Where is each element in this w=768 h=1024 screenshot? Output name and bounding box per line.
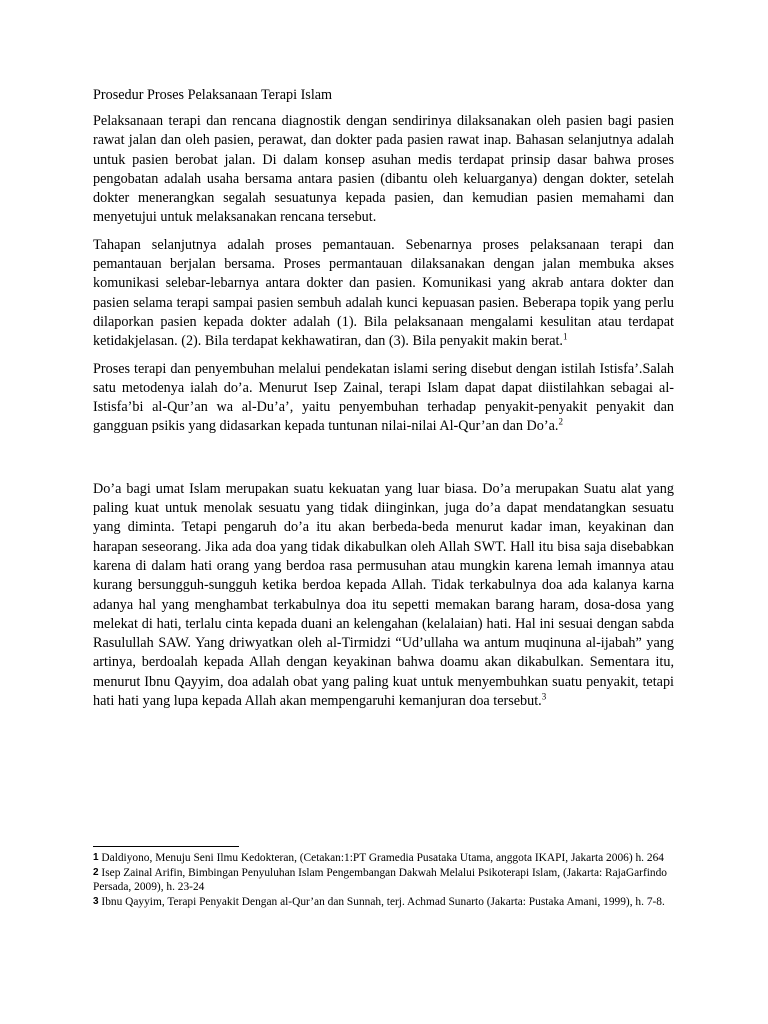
footnote-3 [93, 895, 674, 909]
paragraph-text: Do’a bagi umat Islam merupakan suatu kekuatan yang luar biasa. Do’a merupakan Suatu alat yang paling kuat untuk menolak sesuatu yang tidak diinginkan, juga do’a dapat mendatangkan sesuatu yang diminta. Tetapi pengaruh do’a itu akan berbeda-beda menurut kadar iman, keyakinan dan harapan seseorang. Jika ada doa yang tidak dikabulkan oleh Allah SWT. Hall itu bisa saja disebabkan karena di dalam hati orang yang berdoa rasa permusuhan atau mungkin karena lemah imannya atau kurang bersungguh-sungguh ketika berdoa kepada Allah. Tidak terkabulnya doa ada kalanya karna adanya hal yang menghambat terkabulnya doa itu sepetti memakan barang haram, dosa-dosa yang melekat di hati, terlalu cinta kepada duani an kelengahan (kelalaian) hati. Hal ini sesuai dengan sabda Rasulullah SAW. Yang driwyatkan oleh al-Tirmidzi “Ud’ullaha wa antum muqinuna al-ijabah” yang artinya, berdoalah kepada Allah dengan keyakinan bahwa doamu akan dikabulkan. Sementara itu, menurut Ibnu Qayyim, doa adalah obat yang paling kuat untuk menyembuhkan suatu penyakit, tetapi hati hati yang lupa kepada Allah akan mempengaruhi kemanjuran doa tersebut. [93, 480, 674, 710]
footnote-mark: 1 [93, 852, 99, 863]
footnote-mark: 3 [93, 896, 99, 908]
document-body [93, 86, 674, 719]
footnote-reference[interactable]: 1 [562, 331, 568, 342]
footnotes-section [93, 851, 674, 910]
footnote-reference[interactable]: 3 [541, 691, 547, 702]
footnote-text: Daldiyono, Menuju Seni Ilmu Kedokteran, (Cetakan:1:PT Gramedia Pusataka Utama, anggota IKAPI, Jakarta 2006) h. 264 [98, 852, 664, 864]
footnote-reference[interactable]: 2 [558, 416, 563, 427]
paragraph-text: Proses terapi dan penyembuhan melalui pendekatan islami sering disebut dengan istilah Istisfa’.Salah satu metodenya ialah do’a. Menurut Isep Zainal, terapi Islam dapat dapat diistilahkan sebagai al-Istisfa’bi al-Qur’an wa al-Du’a’, yaitu penyembuhan terhadap penyakit-penyakit penyakit dan gangguan psikis yang didasarkan kepada tuntunan nilai-nilai Al-Qur’an dan Do’a. [93, 360, 674, 435]
paragraph-1 [93, 112, 674, 228]
document-title: Prosedur Proses Pelaksanaan Terapi Islam [93, 87, 333, 103]
paragraph-text: Tahapan selanjutnya adalah proses pemantauan. Sebenarnya proses pelaksanaan terapi dan pemantauan berjalan bersama. Proses permantauan dilaksanakan dengan jalan membuka akses komunikasi selebar-lebarnya antara dokter dan pasien. Komunikasi yang akrab antara dokter dan pasien selama terapi sampai pasien sembuh adalah kunci kepuasan pasien. Beberapa topik yang perlu dilaporkan pasien kepada dokter adalah (1). Bila pelaksanaan mengalami kesulitan atau terdapat ketidakjelasan. (2). Bila terdapat kekhawatiran, dan (3). Bila penyakit makin berat. [93, 236, 674, 350]
footnote-2 [93, 866, 674, 895]
paragraph-text: Pelaksanaan terapi dan rencana diagnostik dengan sendirinya dilaksanakan oleh pasien bagi pasien rawat jalan dan oleh pasien, perawat, dan dokter pada pasien rawat inap. Bahasan selanjutnya adalah untuk pasien berobat jalan. Di dalam konsep asuhan medis terdapat prinsip dasar bahwa proses pengobatan adalah usaha bersama antara pasien (dibantu oleh keluarganya) dengan dokter, setelah dokter menerangkan segalah sesuatunya kepada pasien, dan kemudian pasien memahami dan menyetujui untuk melaksanakan rencana tersebut. [93, 113, 674, 226]
footnote-separator [93, 846, 239, 847]
paragraph-2 [93, 236, 674, 352]
footnote-text: Ibnu Qayyim, Terapi Penyakit Dengan al-Qur’an dan Sunnah, terj. Achmad Sunarto (Jakarta: Pustaka Amani, 1999), h. 7-8. [98, 896, 665, 909]
paragraph-4 [93, 480, 674, 712]
footnote-text: Isep Zainal Arifin, Bimbingan Penyuluhan Islam Pengembangan Dakwah Melalui Psikoterapi Islam, (Jakarta: RajaGarfindo Persada, 2009), h. 23-24 [93, 866, 668, 894]
paragraph-3 [93, 360, 674, 437]
footnote-mark: 2 [93, 866, 99, 878]
footnote-1 [93, 851, 674, 865]
